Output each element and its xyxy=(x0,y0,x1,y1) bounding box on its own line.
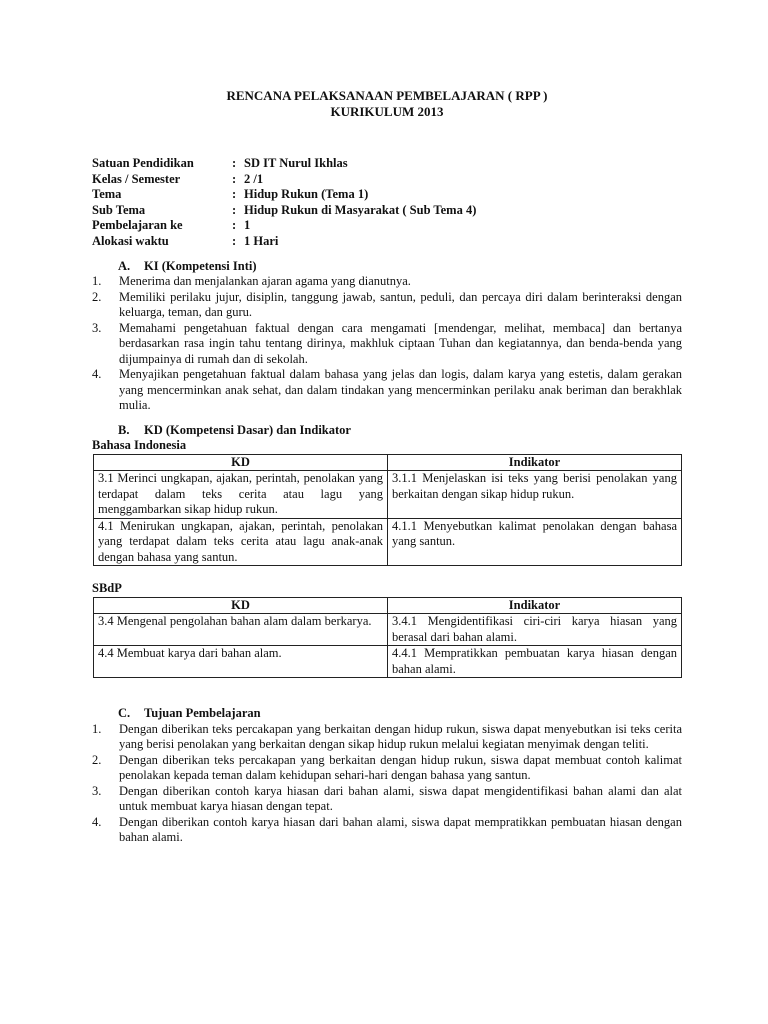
column-header-kd: KD xyxy=(94,597,388,614)
list-number: 4. xyxy=(92,367,102,382)
list-number: 1. xyxy=(92,274,102,289)
list-text: Dengan diberikan teks percakapan yang berkaitan dengan hidup rukun, siswa dapat menyebutkan isi teks cerita yang berisi penolakan yang berkaitan dengan sikap hidup rukun melalui kegiatan menyimak dengan teliti. xyxy=(119,721,682,752)
identity-row xyxy=(92,156,682,172)
section-c-heading xyxy=(92,706,682,722)
identity-colon: : xyxy=(232,202,237,217)
indikator-cell: 4.1.1 Menyebutkan kalimat penolakan dengan bahasa yang santun. xyxy=(388,518,682,566)
list-number: 1. xyxy=(92,721,102,736)
section-title: Tujuan Pembelajaran xyxy=(144,706,261,721)
kd-table-sbdp xyxy=(93,597,682,679)
document-page xyxy=(92,88,682,846)
ki-list xyxy=(92,274,682,414)
section-letter: B. xyxy=(118,422,130,437)
table-row xyxy=(94,518,682,566)
identity-key: Sub Tema xyxy=(92,202,146,217)
indikator-cell: 3.1.1 Menjelaskan isi teks yang berisi penolakan yang berkaitan dengan sikap hidup rukun. xyxy=(388,471,682,519)
kd-cell: 4.4 Membuat karya dari bahan alam. xyxy=(94,646,388,678)
list-text: Menerima dan menjalankan ajaran agama yang dianutnya. xyxy=(119,274,411,289)
list-number: 2. xyxy=(92,752,102,767)
identity-colon: : xyxy=(232,171,237,186)
identity-row xyxy=(92,218,682,234)
table-row xyxy=(94,614,682,646)
section-letter: A. xyxy=(118,258,131,273)
identity-key: Tema xyxy=(92,187,122,202)
identity-value: SD IT Nurul Ikhlas xyxy=(244,156,348,170)
identity-key: Pembelajaran ke xyxy=(92,218,183,233)
identity-value: Hidup Rukun (Tema 1) xyxy=(244,187,369,202)
identity-row xyxy=(92,234,682,250)
subject-title-bahasa-indonesia: Bahasa Indonesia xyxy=(92,438,187,453)
table-header-row xyxy=(94,454,682,471)
section-a-heading xyxy=(92,259,682,275)
indikator-cell: 3.4.1 Mengidentifikasi ciri-ciri karya hiasan yang berasal dari bahan alami. xyxy=(388,614,682,646)
identity-colon: : xyxy=(232,187,237,202)
kd-table-bahasa-indonesia xyxy=(93,454,682,567)
identity-row xyxy=(92,172,682,188)
list-text: Dengan diberikan teks percakapan yang berkaitan dengan hidup rukun, siswa dapat membuat contoh kalimat penolakan kepada teman dalam kehidupan sehari-hari dengan bahasa yang santun. xyxy=(119,752,682,783)
list-text: Memahami pengetahuan faktual dengan cara mengamati [mendengar, melihat, membaca] dan bertanya berdasarkan rasa ingin tahu tentang dirinya, makhluk ciptaan Tuhan dan kegiatannya, dan benda-benda yang dijumpainya di rumah dan di sekolah. xyxy=(119,320,682,366)
list-number: 2. xyxy=(92,289,102,304)
list-number: 4. xyxy=(92,814,102,829)
tujuan-list xyxy=(92,722,682,846)
list-text: Memiliki perilaku jujur, disiplin, tanggung jawab, santun, peduli, dan percaya diri dalam berinteraksi dengan keluarga, teman, dan guru. xyxy=(119,289,682,320)
list-number: 3. xyxy=(92,783,102,798)
list-item xyxy=(92,367,682,414)
list-item xyxy=(92,753,682,784)
identity-key: Kelas / Semester xyxy=(92,171,181,186)
table-header-row xyxy=(94,597,682,614)
identity-value: Hidup Rukun di Masyarakat ( Sub Tema 4) xyxy=(244,202,477,217)
list-text: Menyajikan pengetahuan faktual dalam bahasa yang jelas dan logis, dalam karya yang estetis, dalam gerakan yang mencerminkan anak sehat, dan dalam tindakan yang mencerminkan perilaku anak beriman dan berakhlak mulia. xyxy=(119,367,682,413)
column-header-kd: KD xyxy=(94,454,388,471)
identity-colon: : xyxy=(232,218,237,233)
identity-value: 1 xyxy=(244,218,251,233)
section-b-heading xyxy=(92,423,682,439)
list-item xyxy=(92,290,682,321)
kd-cell: 3.1 Merinci ungkapan, ajakan, perintah, penolakan yang terdapat dalam teks cerita atau lagu yang menggambarkan sikap hidup rukun. xyxy=(94,471,388,519)
identity-value: 1 Hari xyxy=(244,233,279,248)
column-header-indikator: Indikator xyxy=(388,597,682,614)
identity-colon: : xyxy=(232,233,237,248)
list-item xyxy=(92,274,682,290)
column-header-indikator: Indikator xyxy=(388,454,682,471)
subject-title-sbdp: SBdP xyxy=(92,581,122,596)
document-title xyxy=(92,88,682,120)
identity-key: Alokasi waktu xyxy=(92,233,169,248)
list-item xyxy=(92,321,682,368)
list-number: 3. xyxy=(92,320,102,335)
kd-cell: 4.1 Menirukan ungkapan, ajakan, perintah, penolakan yang terdapat dalam teks cerita atau lagu anak-anak dengan bahasa yang santun. xyxy=(94,518,388,566)
identity-value: 2 /1 xyxy=(244,171,264,186)
identity-row xyxy=(92,203,682,219)
kd-cell: 3.4 Mengenal pengolahan bahan alam dalam berkarya. xyxy=(94,614,388,646)
section-title: KI (Kompetensi Inti) xyxy=(144,258,257,273)
list-text: Dengan diberikan contoh karya hiasan dari bahan alami, siswa dapat mempratikkan pembuatan hiasan dengan bahan alami. xyxy=(119,814,682,845)
identity-row xyxy=(92,187,682,203)
section-letter: C. xyxy=(118,706,131,721)
list-item xyxy=(92,784,682,815)
indikator-cell: 4.4.1 Mempratikkan pembuatan karya hiasan dengan bahan alami. xyxy=(388,646,682,678)
title-line-2: KURIKULUM 2013 xyxy=(330,104,444,119)
section-title: KD (Kompetensi Dasar) dan Indikator xyxy=(144,422,351,437)
title-line-1: RENCANA PELAKSANAAN PEMBELAJARAN ( RPP ) xyxy=(226,88,548,103)
list-item xyxy=(92,722,682,753)
table-row xyxy=(94,471,682,519)
list-item xyxy=(92,815,682,846)
identity-key: Satuan Pendidikan xyxy=(92,156,194,170)
identity-block xyxy=(92,156,682,250)
table-row xyxy=(94,646,682,678)
identity-colon: : xyxy=(232,156,237,170)
list-text: Dengan diberikan contoh karya hiasan dari bahan alami, siswa dapat mengidentifikasi bahan alami dan alat untuk membuat karya hiasan dengan tepat. xyxy=(119,783,682,814)
